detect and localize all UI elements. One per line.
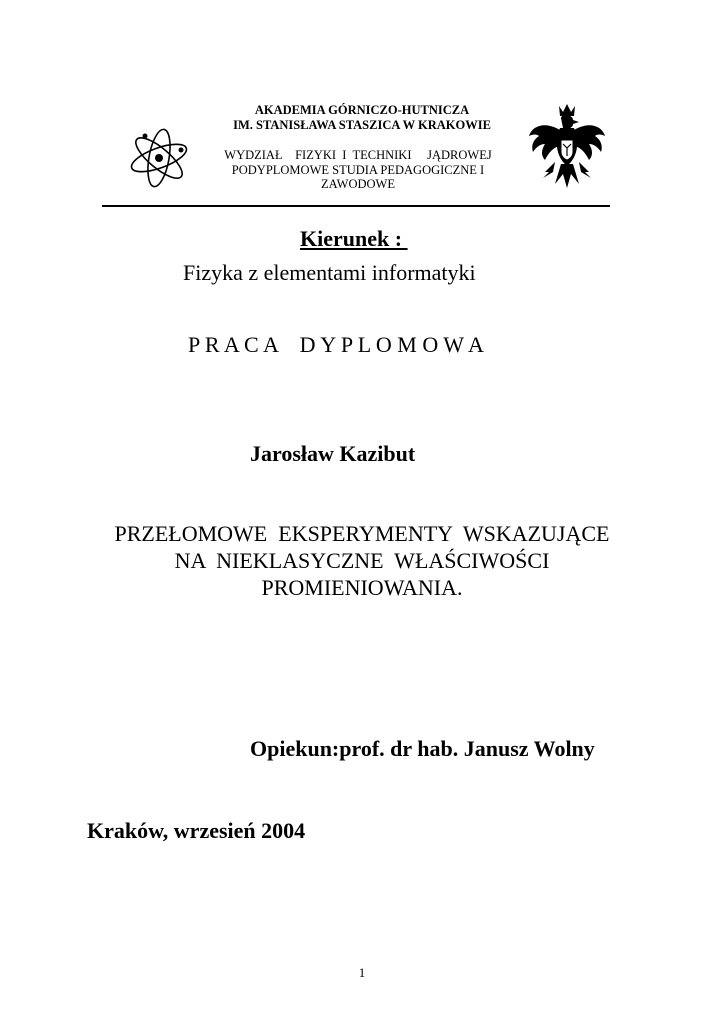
field-of-study-value: Fizyka z elementami informatyki (183, 260, 476, 285)
university-name: AKADEMIA GÓRNICZO-HUTNICZA (254, 103, 470, 117)
field-of-study-label: Kierunek : (300, 226, 408, 251)
faculty-name: WYDZIAŁ FIZYKI I TECHNIKI JĄDROWEJ (224, 148, 492, 162)
study-program-cont: ZAWODOWE (321, 177, 395, 191)
atom-icon (127, 120, 191, 192)
study-program: PODYPLOMOWE STUDIA PEDAGOGICZNE I (231, 163, 485, 177)
page-number: 1 (358, 965, 366, 980)
eagle-icon (527, 100, 607, 194)
header-divider (102, 205, 610, 207)
document-type: P R A C A D Y P L O M O W A (188, 332, 484, 357)
thesis-title-line3: PROMIENIOWANIA. (261, 575, 463, 600)
supervisor: Opiekun:prof. dr hab. Janusz Wolny (250, 736, 595, 761)
author-name: Jarosław Kazibut (250, 441, 416, 466)
university-patron: IM. STANISŁAWA STASZICA W KRAKOWIE (233, 118, 491, 132)
thesis-title-line2: NA NIEKLASYCZNE WŁAŚCIWOŚCI (174, 548, 550, 573)
thesis-title-line1: PRZEŁOMOWE EKSPERYMENTY WSKAZUJĄCE (114, 521, 610, 546)
place-date: Kraków, wrzesień 2004 (87, 818, 306, 843)
